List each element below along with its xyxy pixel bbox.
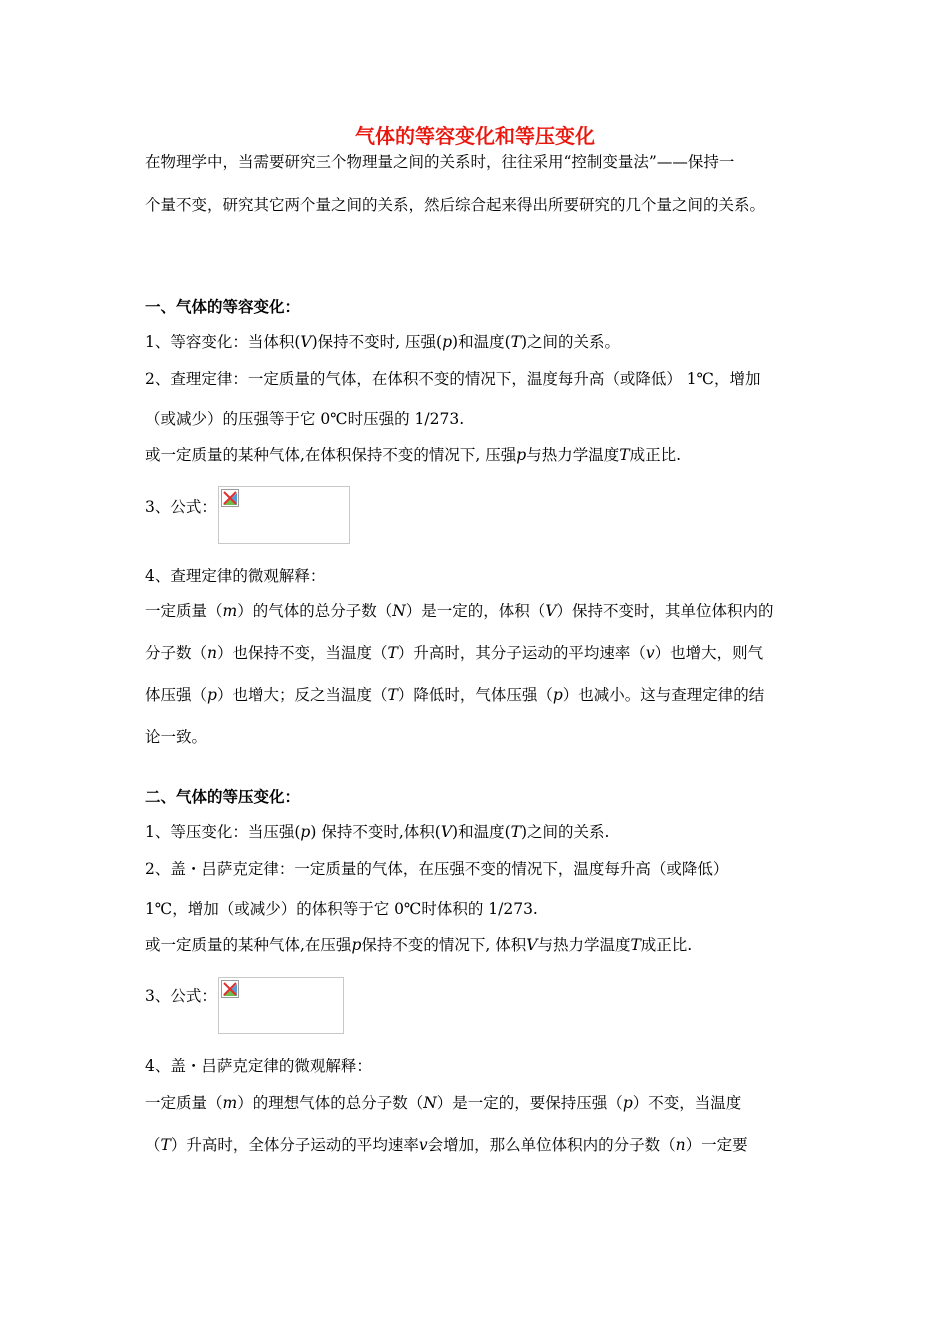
section1-item4-heading: 4、查理定律的微观解释： — [145, 567, 326, 585]
section1-explanation-line-1: 一定质量（m）的气体的总分子数（N）是一定的，体积（V）保持不变时，其单位体积内的 — [145, 602, 774, 620]
section1-heading: 一、气体的等容变化： — [145, 298, 301, 316]
section2-item2-line1: 2、盖・吕萨克定律：一定质量的气体，在压强不变的情况下，温度每升高（或降低） — [145, 860, 729, 878]
intro-line-2: 个量不变，研究其它两个量之间的关系，然后综合起来得出所要研究的几个量之间的关系。 — [145, 196, 766, 214]
section2-item4-heading: 4、盖・吕萨克定律的微观解释： — [145, 1057, 372, 1075]
section2-item1: 1、等压变化：当压强(p) 保持不变时,体积(V)和温度(T)之间的关系. — [145, 823, 610, 841]
section2-item2-line3: 或一定质量的某种气体,在压强p保持不变的情况下, 体积V与热力学温度T成正比. — [145, 936, 693, 954]
section2-heading: 二、气体的等压变化： — [145, 788, 301, 806]
broken-image-icon — [221, 980, 239, 998]
page-title: 气体的等容变化和等压变化 — [355, 124, 595, 148]
section1-formula-label: 3、公式： — [145, 498, 217, 516]
section1-explanation-line-3: 体压强（p）也增大；反之当温度（T）降低时，气体压强（p）也减小。这与查理定律的结 — [145, 686, 765, 704]
section1-item2-line3: 或一定质量的某种气体,在体积保持不变的情况下, 压强p与热力学温度T成正比. — [145, 446, 682, 464]
formula-image-placeholder — [218, 486, 350, 544]
formula-image-placeholder — [218, 977, 344, 1034]
section2-explanation-line-1: 一定质量（m）的理想气体的总分子数（N）是一定的，要保持压强（p）不变，当温度 — [145, 1094, 742, 1112]
section2-explanation-line-2: （T）升高时，全体分子运动的平均速率v会增加，那么单位体积内的分子数（n）一定要 — [145, 1136, 748, 1154]
section1-item2-line1: 2、查理定律：一定质量的气体，在体积不变的情况下，温度每升高（或降低） 1℃，增加 — [145, 370, 761, 388]
section1-explanation-line-2: 分子数（n）也保持不变，当温度（T）升高时，其分子运动的平均速率（v）也增大，则气 — [145, 644, 764, 662]
section2-item2-line2: 1℃，增加（或减少）的体积等于它 0℃时体积的 1/273. — [145, 900, 538, 918]
intro-line-1: 在物理学中，当需要研究三个物理量之间的关系时，往往采用“控制变量法”——保持一 — [145, 153, 735, 171]
section2-formula-label: 3、公式： — [145, 987, 217, 1005]
section1-item2-line2: （或减少）的压强等于它 0℃时压强的 1/273. — [145, 410, 465, 428]
broken-image-icon — [221, 489, 239, 507]
section1-explanation-line-4: 论一致。 — [145, 728, 208, 746]
section1-item1: 1、等容变化：当体积(V)保持不变时, 压强(p)和温度(T)之间的关系。 — [145, 333, 621, 351]
